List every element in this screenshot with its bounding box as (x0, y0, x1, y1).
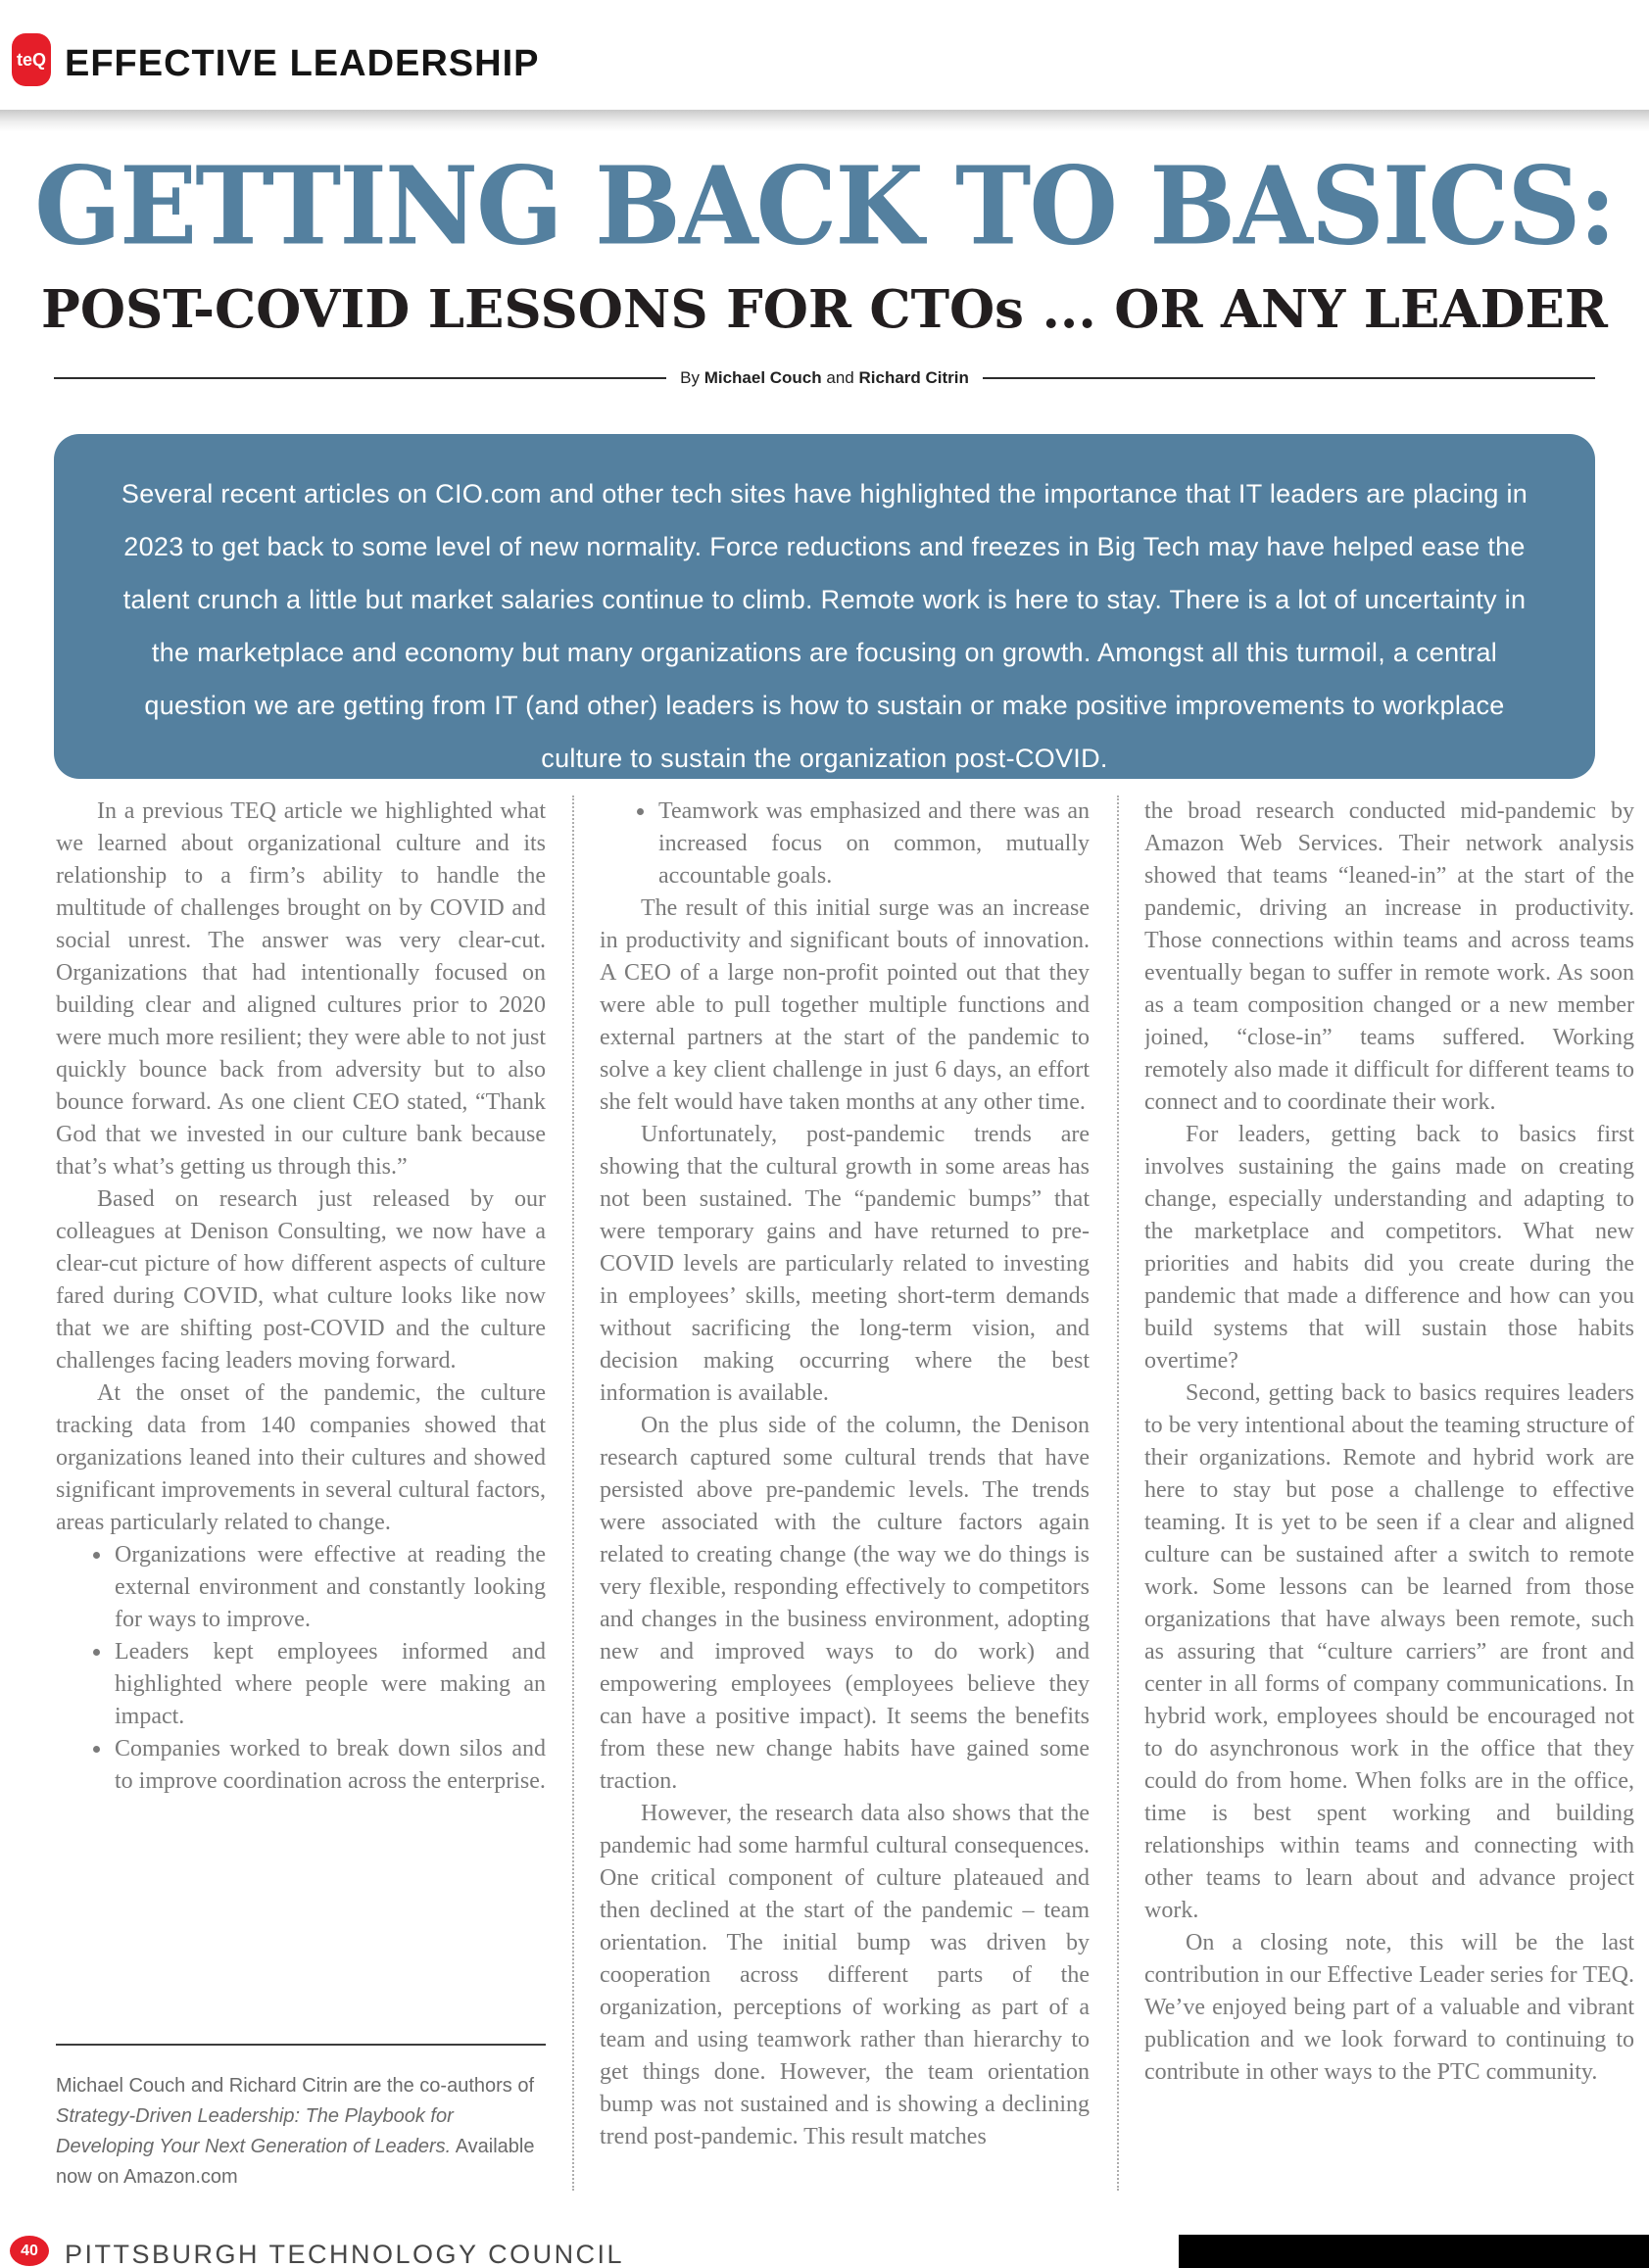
byline-text (680, 368, 969, 388)
body-paragraph: On the plus side of the column, the Denison research captured some cultural trends that have persisted above pre-pandemic levels. The trends were associated with the culture factors again related to creating change (the way we do things is very flexible, responding effectively to competitors and changes in the business environment, adopting new and improved ways to do work) and empowering employees (employees believe they can have a positive impact). It seems the benefits from these new change habits have gained some traction. (600, 1413, 1090, 1794)
column-1-bullet-list (56, 1539, 546, 1798)
column-3-paragraphs (1144, 796, 1634, 2089)
column-2-paragraphs (600, 893, 1090, 2153)
body-paragraph: In a previous TEQ article we highlighted what we learned about organizational culture and its relationship to a firm’s ability to handle the multitude of challenges brought on by COVID and social unrest. The answer was very clear-cut. Organizations that had intentionally focused on building clear and aligned cultures prior to 2020 were much more resilient; they were able to not just quickly bounce back from adversity but to also bounce forward. As one client CEO stated, “Thank God that we invested in our culture bank because that’s what’s getting us through this.” (56, 798, 546, 1180)
body-paragraph: On a closing note, this will be the last contribution in our Effective Leader series for TEQ. We’ve enjoyed being part of a valuable and vibrant publication and we look forward to continuing to contribute in other ways to the PTC community. (1144, 1930, 1634, 2085)
bio-book-title: Strategy-Driven Leadership: The Playbook for Developing Your Next Generation of Leaders. (56, 2105, 454, 2157)
footer-edge-bar (1179, 2235, 1649, 2268)
body-column-1 (56, 796, 546, 2032)
intro-panel (54, 434, 1595, 779)
section-title: EFFECTIVE LEADERSHIP (65, 43, 540, 84)
bio-text-post: Available now on Amazon.com (56, 2136, 535, 2188)
bullet-item: • Organizations were effective at reading the external environment and constantly looking for ways to improve. (113, 1539, 546, 1636)
bullet-item: • Companies worked to break down silos and to improve coordination across the enterprise. (113, 1733, 546, 1798)
bullet-item: • Leaders kept employees informed and highlighted where people were making an impact. (113, 1636, 546, 1733)
body-paragraph: the broad research conducted mid-pandemic by Amazon Web Services. Their network analysis showed that teams “leaned-in” at the start of the pandemic, driving an increase in productivity. Those connections within teams and across teams eventually began to suffer in remote work. As soon as a team composition changed or a new member joined, “close-in” teams suffered. Working remotely also made it difficult for different teams to connect and to coordinate their work. (1144, 798, 1634, 1115)
body-paragraph: The result of this initial surge was an increase in productivity and significant bouts of innovation. A CEO of a large non-profit pointed out that they were able to pull together multiple functions and external partners at the start of the pandemic to solve a key client challenge in just 6 days, an effort she felt would have taken months at any other time. (600, 895, 1090, 1115)
body-paragraph: However, the research data also shows that the pandemic had some harmful cultural consequences. One critical component of culture plateaued and then declined at the start of the pandemic – team orientation. The initial bump was driven by cooperation across different parts of the organization, perceptions of working as part of a team and using teamwork rather than hierarchy to get things done. However, the team orientation bump was not sustained and is showing a declining trend post-pandemic. This result matches (600, 1801, 1090, 2149)
column-2-bullet-list (600, 796, 1090, 893)
header-divider-band (0, 110, 1649, 131)
body-paragraph: Unfortunately, post-pandemic trends are showing that the cultural growth in some areas has not been sustained. The “pandemic bumps” that were temporary gains and have returned to pre-COVID levels are particularly related to investing in employees’ skills, meeting short-term demands without sacrificing the long-term vision, and decision making occurring where the best information is available. (600, 1122, 1090, 1406)
body-paragraph: Based on research just released by our colleagues at Denison Consulting, we now have a clear-cut picture of how different aspects of culture fared during COVID, what culture looks like now that we are shifting post-COVID and the culture challenges facing leaders moving forward. (56, 1186, 546, 1374)
body-column-3 (1144, 796, 1634, 2228)
column-separator-2 (1117, 796, 1119, 2191)
byline-author-2: Richard Citrin (858, 368, 969, 387)
page-number-badge (10, 2236, 49, 2266)
author-bio (56, 2044, 546, 2193)
bullet-item: • Teamwork was emphasized and there was an increased focus on common, mutually accountable goals. (656, 796, 1090, 893)
byline (54, 366, 1595, 390)
column-separator-1 (572, 796, 574, 2191)
teq-logo (12, 33, 51, 86)
byline-rule-left (54, 377, 666, 379)
footer-publication: PITTSBURGH TECHNOLOGY COUNCIL (65, 2240, 625, 2268)
byline-by: By (680, 368, 700, 387)
teq-logo-label: teQ (16, 49, 46, 70)
page-number: 40 (21, 2242, 38, 2259)
body-paragraph: For leaders, getting back to basics first involves sustaining the gains made on creating change, especially understanding and adapting to the marketplace and competitors. What new priorities and habits did you create during the pandemic that made a difference and how can you build systems that will sustain those habits overtime? (1144, 1122, 1634, 1374)
column-1-paragraphs (56, 796, 546, 1539)
body-paragraph: At the onset of the pandemic, the culture tracking data from 140 companies showed that organizations leaned into their cultures and showed significant improvements in several cultural factors, areas particularly related to change. (56, 1380, 546, 1535)
body-column-2 (600, 796, 1090, 2228)
intro-text: Several recent articles on CIO.com and other tech sites have highlighted the importance that IT leaders are placing in 2023 to get back to some level of new normality. Force reductions and freezes in Big Tech may have helped ease the talent crunch a little but market salaries continue to climb. Remote work is here to stay. There is a lot of uncertainty in the marketplace and economy but many organizations are focusing on growth. Amongst all this turmoil, a central question we are getting from IT (and other) leaders is how to sustain or make positive improvements to workplace culture to sustain the organization post-COVID. (121, 479, 1528, 773)
article-subtitle: POST-COVID LESSONS FOR CTOs ... OR ANY LEADER (41, 279, 1608, 340)
bio-text-pre: Michael Couch and Richard Citrin are the co-authors of (56, 2075, 535, 2097)
article-title: GETTING BACK TO BASICS: (34, 142, 1615, 269)
byline-rule-right (983, 377, 1595, 379)
body-paragraph: Second, getting back to basics requires leaders to be very intentional about the teaming structure of their organizations. Remote and hybrid work are here to stay but pose a challenge to effective teaming. It is yet to be seen if a clear and aligned culture can be sustained after a switch to remote work. Some lessons can be learned from those organizations that have always been remote, such as assuring that “culture carriers” are front and center in all forms of company communications. In hybrid work, employees should be encouraged not to do asynchronous work in the office that they could do from home. When folks are in the office, time is best spent working and building relationships within teams and connecting with other teams to learn about and advance project work. (1144, 1380, 1634, 1923)
byline-and: and (826, 368, 854, 387)
byline-author-1: Michael Couch (703, 368, 822, 387)
